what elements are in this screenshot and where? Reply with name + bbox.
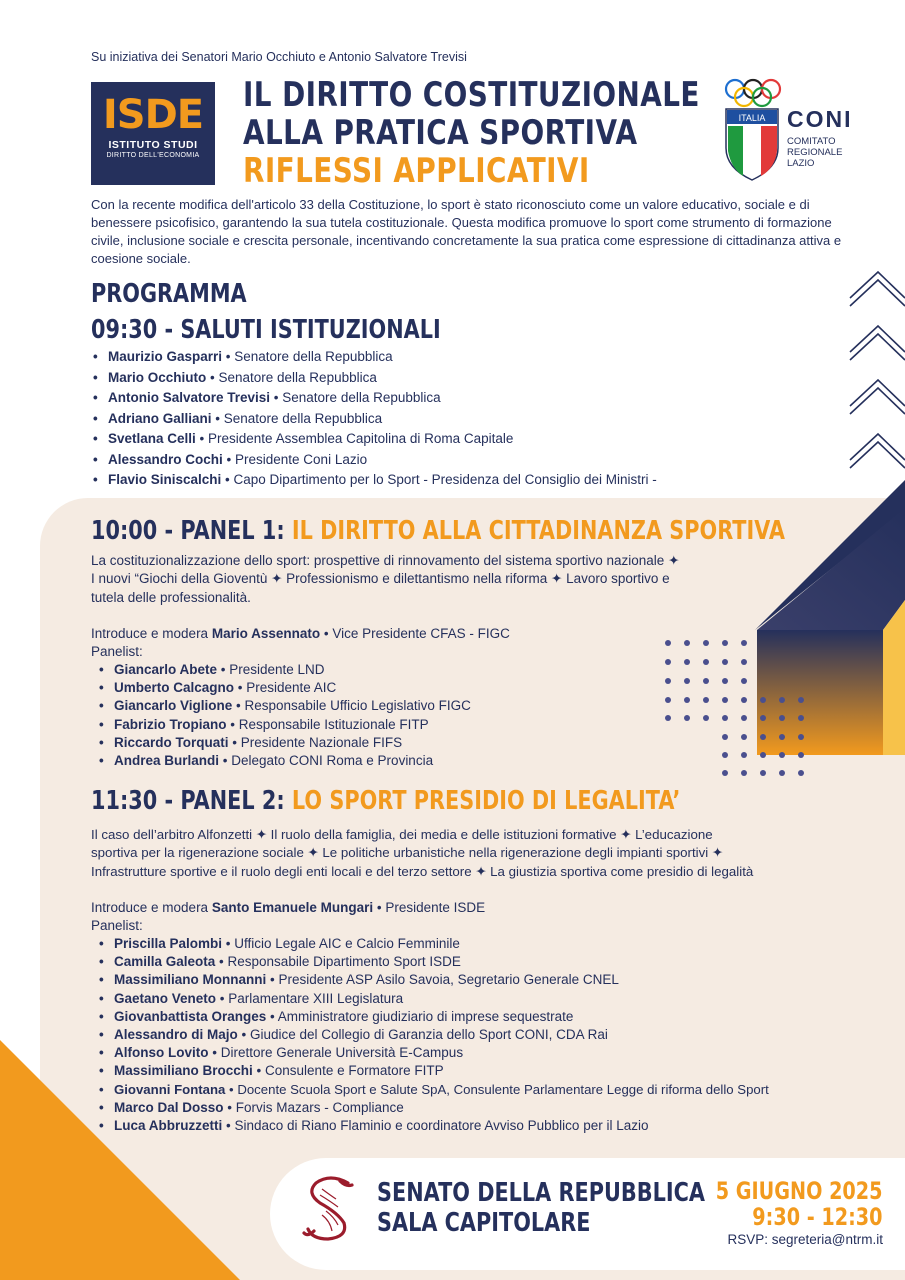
- footer-date: [674, 1178, 883, 1230]
- panel1-panelists: [97, 661, 471, 770]
- list-item: • Alessandro di Majo • Giudice del Collegio di Garanzia dello Sport CONI, CDA Rai: [97, 1026, 769, 1044]
- list-item: • Giancarlo Abete • Presidente LND: [97, 661, 471, 679]
- venue-line-1: SENATO DELLA REPUBBLICA: [377, 1178, 705, 1208]
- title-line-3: RIFLESSI APPLICATIVI: [243, 151, 590, 191]
- venue-line-2: SALA CAPITOLARE: [377, 1208, 591, 1238]
- intro-paragraph: Con la recente modifica dell'articolo 33 della Costituzione, lo sport è stato riconosciuto come un valore educativo, sociale e di benessere psicofisico, garantendo la sua tutela costituzionale. Questa modifica promuove lo sport come strumento di formazione civile, inclusione sociale e crescita personale, incentivando concretamente la sua pratica come espressione di cittadinanza attiva e coesione sociale.: [91, 197, 842, 266]
- list-item: • Mario Occhiuto • Senatore della Repubblica: [91, 368, 657, 389]
- panel2-moderator: Introduce e modera Santo Emanuele Mungari • Presidente ISDE Panelist:: [91, 899, 485, 936]
- panel1-title: IL DIRITTO ALLA CITTADINANZA SPORTIVA: [291, 516, 786, 546]
- isde-logo-name: ISDE: [102, 92, 204, 138]
- coni-name: CONI: [787, 106, 853, 132]
- list-item: • Massimiliano Monnanni • Presidente ASP Asilo Savoia, Segretario Generale CNEL: [97, 971, 769, 989]
- saluti-list: [91, 347, 657, 491]
- list-item: • Marco Dal Dosso • Forvis Mazars - Compliance: [97, 1099, 769, 1117]
- list-item: • Alessandro Cochi • Presidente Coni Lazio: [91, 450, 657, 471]
- panel1-heading: [91, 516, 785, 546]
- list-item: • Svetlana Celli • Presidente Assemblea Capitolina di Roma Capitale: [91, 429, 657, 450]
- isde-logo-line1: ISTITUTO STUDI: [108, 139, 198, 151]
- list-item: • Flavio Siniscalchi • Capo Dipartimento per lo Sport - Presidenza del Consiglio dei Ministri -: [91, 470, 657, 491]
- panel1-description: [91, 552, 679, 607]
- title-line-1: IL DIRITTO COSTITUZIONALE: [243, 75, 700, 115]
- isde-logo-line2: DIRITTO DELL'ECONOMIA: [106, 152, 200, 159]
- chevron-decoration: [848, 258, 905, 478]
- list-item: • Adriano Galliani • Senatore della Repubblica: [91, 409, 657, 430]
- list-item: • Maurizio Gasparri • Senatore della Repubblica: [91, 347, 657, 368]
- programma-heading: PROGRAMMA: [91, 279, 247, 309]
- event-title: [243, 76, 800, 190]
- panel2-desc-line: Il caso dell’arbitro Alfonzetti ✦ Il ruolo della famiglia, dei media e delle istituzioni formative ✦ L’educazione: [91, 827, 713, 842]
- panel2-panelists: [97, 935, 769, 1135]
- list-item: • Massimiliano Brocchi • Consulente e Formatore FITP: [97, 1062, 769, 1080]
- event-date: 5 GIUGNO 2025: [716, 1177, 883, 1205]
- panel1-desc-line: tutela delle professionalità.: [91, 589, 251, 605]
- list-item: • Andrea Burlandi • Delegato CONI Roma e Provincia: [97, 752, 471, 770]
- initiative-note: Su iniziativa dei Senatori Mario Occhiuto e Antonio Salvatore Trevisi: [91, 50, 467, 64]
- panel2-desc-line: Infrastrutture sportive e il ruolo degli enti locali e del terzo settore ✦ La giustizia sportiva come presidio di legalità: [91, 863, 754, 879]
- coni-italia-label: ITALIA: [738, 113, 766, 123]
- event-time: 9:30 - 12:30: [752, 1203, 883, 1231]
- coni-sub-1: COMITATO: [787, 136, 836, 147]
- dot-grid-decoration: [660, 636, 810, 781]
- panel1-moderator: Introduce e modera Mario Assennato • Vice Presidente CFAS - FIGC Panelist:: [91, 625, 510, 662]
- panel1-desc-line: La costituzionalizzazione dello sport: prospettive di rinnovamento del sistema sportivo nazionale ✦: [91, 553, 680, 568]
- list-item: • Antonio Salvatore Trevisi • Senatore della Repubblica: [91, 388, 657, 409]
- panel2-desc-line: sportiva per la rigenerazione sociale ✦ Le politiche urbanistiche nella rigenerazione degli impianti sportivi ✦: [91, 845, 724, 861]
- list-item: • Priscilla Palombi • Ufficio Legale AIC e Calcio Femminile: [97, 935, 769, 953]
- panel2-description: [91, 826, 753, 881]
- list-item: • Giovanbattista Oranges • Amministratore giudiziario di imprese sequestrate: [97, 1008, 769, 1026]
- panel2-time: 11:30 - PANEL 2:: [91, 786, 292, 816]
- rsvp-contact[interactable]: RSVP: segreteria@ntrm.it: [727, 1232, 883, 1247]
- coni-sub-3: LAZIO: [787, 158, 815, 169]
- title-line-2: ALLA PRATICA SPORTIVA: [243, 113, 638, 153]
- panel1-time: 10:00 - PANEL 1:: [91, 516, 292, 546]
- list-item: • Camilla Galeota • Responsabile Dipartimento Sport ISDE: [97, 953, 769, 971]
- senato-logo-icon: [300, 1173, 362, 1243]
- panel2-panelist-label: Panelist:: [91, 918, 143, 934]
- list-item: • Giancarlo Viglione • Responsabile Ufficio Legislativo FIGC: [97, 697, 471, 715]
- panel1-panelist-label: Panelist:: [91, 644, 143, 660]
- panel2-title: LO SPORT PRESIDIO DI LEGALITA’: [291, 786, 681, 816]
- panel2-heading: [91, 786, 680, 816]
- list-item: • Gaetano Veneto • Parlamentare XIII Legislatura: [97, 990, 769, 1008]
- list-item: • Luca Abbruzzetti • Sindaco di Riano Flaminio e coordinatore Avviso Pubblico per il Lazio: [97, 1117, 769, 1135]
- panel1-desc-line: I nuovi “Giochi della Gioventù ✦ Professionismo e dilettantismo nella riforma ✦ Lavoro sportivo e: [91, 571, 670, 587]
- list-item: • Giovanni Fontana • Docente Scuola Sport e Salute SpA, Consulente Parlamentare Legge di riforma dello Sport: [97, 1081, 769, 1099]
- list-item: • Fabrizio Tropiano • Responsabile Istituzionale FITP: [97, 716, 471, 734]
- list-item: • Umberto Calcagno • Presidente AIC: [97, 679, 471, 697]
- list-item: • Alfonso Lovito • Direttore Generale Università E-Campus: [97, 1044, 769, 1062]
- list-item: • Riccardo Torquati • Presidente Nazionale FIFS: [97, 734, 471, 752]
- coni-sub-2: REGIONALE: [787, 147, 843, 158]
- saluti-heading: 09:30 - SALUTI ISTITUZIONALI: [91, 315, 441, 345]
- isde-logo: [91, 82, 215, 185]
- coni-subtitle: [787, 136, 842, 169]
